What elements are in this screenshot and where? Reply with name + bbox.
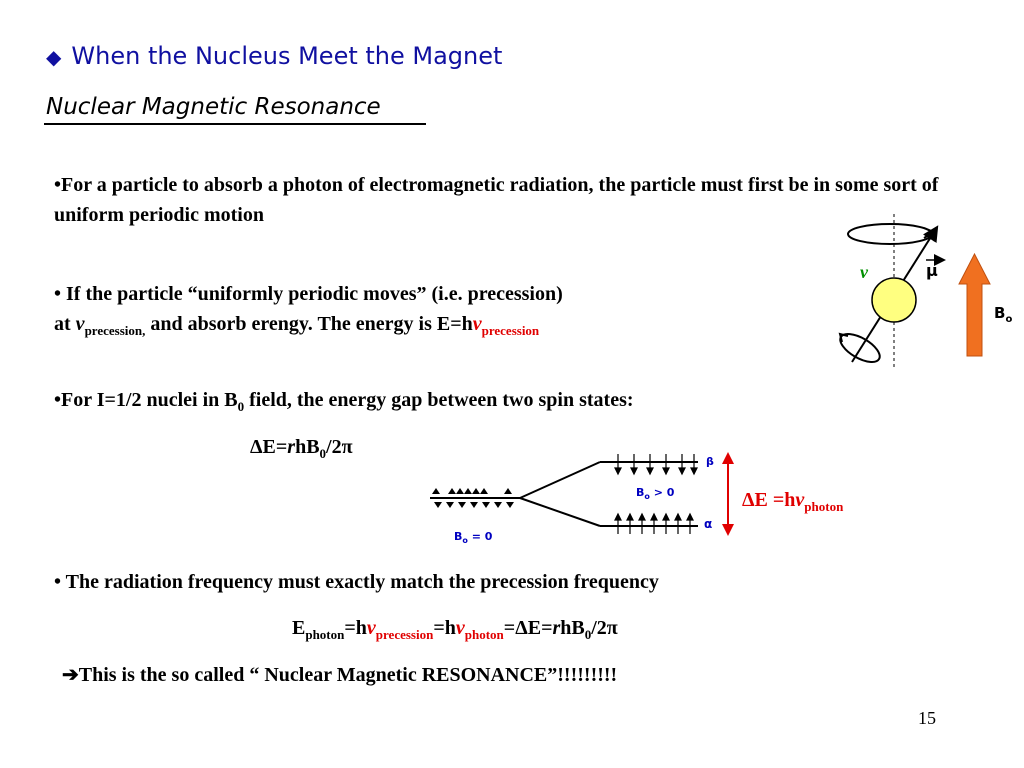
rf-sub-precession: precession (375, 627, 434, 642)
degenerate-up-arrows (432, 488, 512, 494)
alpha-spin-up-arrows (615, 514, 693, 534)
delta-e-nu: v (795, 489, 805, 511)
split-line-upper (520, 462, 600, 498)
slide-title-text: When the Nucleus Meet the Magnet (71, 42, 503, 70)
delta-e-sub: photon (804, 499, 844, 514)
precession-subscript-red: precession (481, 323, 540, 338)
rf-h2: =h (433, 617, 456, 639)
delta-e-text: ΔE =h (742, 489, 796, 511)
formula-sub0: 0 (319, 446, 327, 461)
energy-gap-arrow (718, 452, 738, 536)
subtitle-underline (44, 123, 426, 125)
rf-sub0: 0 (584, 627, 592, 642)
energy-split-diagram (424, 448, 744, 548)
precession-orbit-top (848, 224, 932, 244)
b0-gt-zero-label (636, 486, 675, 501)
page-number: 15 (918, 708, 936, 728)
bullet-precession-line1: • If the particle “uniformly periodic moves” (i.e. precession) (54, 283, 563, 305)
beta-spin-down-arrows (615, 454, 697, 474)
diamond-bullet-icon: ◆ (46, 45, 62, 69)
resonance-formula (292, 617, 618, 643)
rf-sub-photon2: photon (464, 627, 504, 642)
at-text: at (54, 313, 76, 335)
rf-r: r (552, 617, 561, 639)
mu-label: μ (926, 261, 938, 280)
rf-nu2: v (455, 617, 465, 639)
bullet-precession-line2 (54, 309, 814, 346)
nu-symbol: v (75, 313, 85, 335)
b0-eq-main: B (454, 530, 463, 543)
bullet-frequency-match: • The radiation frequency must exactly match the precession frequency (54, 571, 659, 593)
rf-e: E (292, 617, 306, 639)
slide-subtitle: Nuclear Magnetic Resonance (46, 94, 381, 120)
bullet-precession (54, 279, 814, 346)
beta-label: β (706, 455, 714, 468)
degenerate-down-arrows (434, 502, 514, 508)
b0-eq-zero-label (454, 530, 493, 545)
conclusion-text: ➔This is the so called “ Nuclear Magnetic RESONANCE”!!!!!!!!! (62, 664, 618, 686)
b0-eq-sub: o (462, 536, 468, 545)
energy-gap-formula (250, 436, 353, 462)
bullet-energy-gap (54, 385, 854, 422)
spin-arrow-icon (840, 334, 848, 342)
formula-2pi: /2π (326, 436, 353, 458)
nu-symbol-red: v (472, 313, 482, 335)
energy-text: and absorb erengy. The energy is E=h (145, 313, 473, 335)
precession-subscript: precession, (84, 323, 146, 338)
energy-gap-pre: •For I=1/2 nuclei in B (54, 389, 238, 411)
delta-e-photon-label (742, 489, 843, 515)
formula-r: r (287, 436, 296, 458)
nu-label: v (860, 262, 868, 282)
b0-eq-post: = 0 (467, 530, 493, 543)
nucleus-sphere (872, 278, 916, 322)
rf-hb: hB (560, 617, 585, 639)
rf-eq: =ΔE= (503, 617, 553, 639)
formula-delta-e: ΔE= (250, 436, 288, 458)
b0-label-sub: o (1005, 314, 1013, 325)
rf-nu1: v (366, 617, 376, 639)
slide-title (46, 42, 502, 70)
b0-gt-sub: o (644, 492, 650, 501)
b0-field-arrow (959, 254, 990, 356)
precession-diagram (812, 212, 1022, 372)
b0-subscript: 0 (237, 399, 245, 414)
b0-label (994, 304, 1012, 325)
split-line-lower (520, 498, 600, 526)
energy-gap-post: field, the energy gap between two spin states: (244, 389, 634, 411)
rf-sub-photon: photon (305, 627, 345, 642)
alpha-label: α (704, 517, 713, 531)
b0-gt-main: B (636, 486, 645, 499)
formula-hb: hB (295, 436, 320, 458)
bullet-uniform-motion: •For a particle to absorb a photon of electromagnetic radiation, the particle must first be in some sort of uniform periodic motion (54, 174, 939, 226)
b0-gt-post: > 0 (649, 486, 675, 499)
rf-h1: =h (344, 617, 367, 639)
b0-label-main: B (994, 304, 1006, 322)
rf-2pi: /2π (591, 617, 618, 639)
